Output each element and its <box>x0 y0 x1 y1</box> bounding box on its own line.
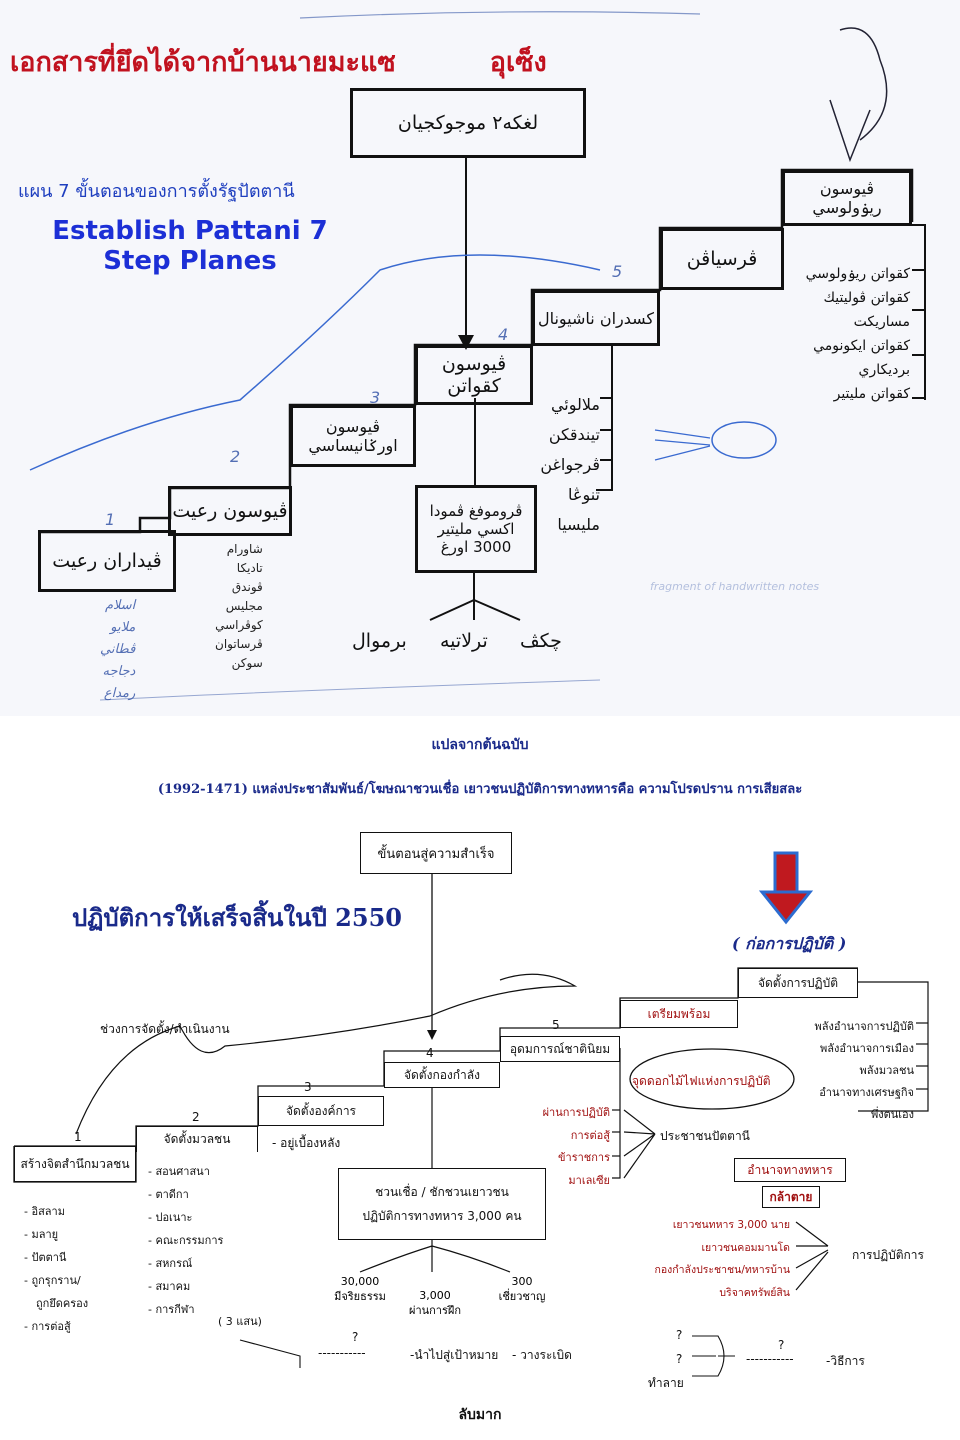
translation-action-label: ( ก่อการปฏิบัติ ) <box>732 934 847 953</box>
center-output-value: 3,000 <box>419 1289 451 1302</box>
step7-item: พลังมวลชน <box>859 1064 914 1077</box>
translation-step-3: จัดตั้งองค์การ <box>258 1096 384 1126</box>
step7-item: พลังอำนาจการปฏิบัติ <box>814 1020 914 1033</box>
method-dashes: ----------- <box>746 1352 794 1366</box>
original-side-item: تنوڠا <box>568 485 600 504</box>
translation-ops-target: การปฏิบัติการ <box>852 1248 924 1262</box>
center-output-3 <box>492 1274 552 1304</box>
side-item: ข้าราชการ <box>558 1151 610 1164</box>
original-side-item: ڤرجواغن <box>540 455 600 474</box>
original-step-num-5: 5 <box>612 262 623 281</box>
original-step7-item: كقواتن ايكونومي <box>813 338 910 354</box>
side-item: การต่อสู้ <box>570 1128 610 1142</box>
step2-item: - คณะกรรมการ <box>148 1234 224 1247</box>
original-step2-item: ڤوندق <box>231 580 263 594</box>
translation-sacrifice-box: กล้าตาย <box>762 1186 820 1208</box>
translation-military-box: อำนาจทางทหาร <box>734 1158 846 1182</box>
translation-step1-list <box>24 1200 88 1338</box>
original-top-box: لغكه٢ موجوكجيان <box>350 88 586 158</box>
original-step7-list <box>800 262 910 406</box>
original-step-1: ڤيداران رعيت <box>38 530 176 592</box>
plan-subtitle-thai: แผน 7 ขั้นตอนของการตั้งรัฐปัตตานี <box>18 181 295 202</box>
step7-item: พลังอำนาจการเมือง <box>819 1042 914 1055</box>
note-300k: ( 3 แสน) <box>218 1315 262 1328</box>
original-step1-item: ملايو <box>110 620 136 635</box>
translation-step3-note: - อยู่เบื้องหลัง <box>272 1136 341 1150</box>
translated-diagram <box>0 716 960 1440</box>
translation-footer: ลับมาก <box>458 1407 502 1423</box>
step1-item: ถูกยึดครอง <box>36 1297 89 1310</box>
center-box-line: ปฏิบัติการทางทหาร 3,000 คน <box>362 1209 522 1223</box>
step2-item: - สมาคม <box>148 1280 191 1293</box>
step2-item: - ตาดีกา <box>148 1188 189 1201</box>
original-step-num-2: 2 <box>230 447 241 466</box>
method-label: -วิธีการ <box>826 1354 865 1368</box>
bottom-q-mark: ? <box>352 1330 359 1344</box>
translation-step7-list <box>760 1016 914 1126</box>
step1-item: - ถูกรุกราน/ <box>24 1274 81 1287</box>
original-step1-list <box>100 595 135 705</box>
method-q-2: ? <box>676 1352 683 1366</box>
method-q-1: ? <box>676 1328 683 1342</box>
original-step-3: ڤيوسون اورݢانيساسي <box>290 405 416 467</box>
side-item: ผ่านการปฏิบัติ <box>542 1106 610 1119</box>
translation-step-num-5: 5 <box>552 1018 560 1032</box>
translation-side-target: ประชาชนปัตตานี <box>660 1129 750 1143</box>
original-step2-item: مجليس <box>225 599 263 613</box>
original-step7-item: كقواتن ريۏولوسي <box>805 266 910 282</box>
translation-oval-label: จุดดอกไม้ไฟแห่งการปฏิบัติ <box>632 1074 771 1088</box>
translation-step2-list <box>148 1160 223 1321</box>
step1-item: - การต่อสู้ <box>24 1320 71 1333</box>
center-output-label: มีจริยธรรม <box>334 1290 386 1303</box>
original-step1-item: دجاجه <box>102 664 136 679</box>
original-output-1: چكڤ <box>520 630 562 652</box>
original-document-scan <box>0 0 960 716</box>
bottom-dashes: ----------- <box>318 1346 366 1360</box>
translation-arc-label: ช่วงการจัดตั้ง/ดำเนินงาน <box>100 1022 230 1036</box>
translation-step-4: จัดตั้งกองกำลัง <box>384 1062 500 1088</box>
original-step2-item: شاورام <box>226 542 263 556</box>
original-center-box: ڤروموفغ ڤمودا اكسي مليتير 3000 اورغ <box>415 485 537 573</box>
original-title: เอกสารที่ยึดได้จากบ้านนายมะแซ อุเซ็ง <box>10 47 547 78</box>
translation-step-2: จัดตั้งมวลชน <box>136 1126 258 1152</box>
center-output-label: ผ่านการฝึก <box>409 1304 461 1317</box>
translation-subheading: (1992-1471) แหล่งประชาสัมพันธ์/โฆษณาชวนเชื่อ เยาวชนปฏิบัติการทางทหารคือ ความโปรดปราน การเสียสละ <box>157 782 803 797</box>
ops-item: บริจาคทรัพย์สิน <box>719 1286 790 1299</box>
step1-item: - ปัตตานี <box>24 1251 67 1264</box>
center-output-1 <box>330 1274 390 1304</box>
original-step7-item: مساريكت <box>853 314 910 330</box>
original-output-2: ترلاتيه <box>440 630 488 652</box>
bottom-bomb-label: - วางระเบิด <box>512 1348 572 1362</box>
original-step2-item: ڤرساتوان <box>215 637 263 651</box>
method-q-right: ? <box>778 1338 785 1352</box>
translation-step-5: อุดมการณ์ชาตินิยม <box>500 1036 620 1062</box>
original-step2-list <box>215 540 263 673</box>
original-step1-item: ڤطاني <box>100 642 136 657</box>
side-item: มาเลเซีย <box>568 1173 610 1187</box>
original-side-item: مليسيا <box>557 515 600 534</box>
original-handwriting-note: fragment of handwritten notes <box>650 580 820 593</box>
center-output-value: 30,000 <box>340 1275 380 1288</box>
center-output-value: 300 <box>511 1275 533 1288</box>
translation-step4-side-list <box>512 1102 610 1192</box>
center-box-line: ชวนเชื่อ / ชักชวนเยาวชน <box>375 1185 509 1199</box>
original-step-5: كسدران ناشيونال <box>532 290 660 346</box>
translation-step-7: จัดตั้งการปฏิบัติ <box>738 968 858 998</box>
original-step-7: ڤيوسون ريۏولوسي <box>782 170 912 226</box>
ops-item: เยาวชนคอมมานโด <box>701 1241 790 1254</box>
original-step1-item: اسلام <box>104 598 136 613</box>
original-step1-item: رمداع <box>103 686 136 701</box>
plan-title-english: Establish Pattani 7 Step Planes <box>52 216 328 276</box>
original-step7-item: كقواتن ڤوليتيك <box>823 290 910 306</box>
original-step2-item: تاديكا <box>236 561 263 575</box>
original-step-num-3: 3 <box>370 388 381 407</box>
step7-item: อำนาจทางเศรษฐกิจ <box>819 1086 914 1099</box>
step1-item: - มลายู <box>24 1228 59 1241</box>
translation-big-title: ปฏิบัติการให้เสร็จสิ้นในปี 2550 <box>72 903 402 932</box>
translation-step-1: สร้างจิตสำนึกมวลชน <box>14 1146 136 1182</box>
step2-item: - การกีฬา <box>148 1303 195 1316</box>
original-side-item: ملالوئي تيندقكن <box>548 395 600 444</box>
translation-step-num-3: 3 <box>304 1080 312 1094</box>
original-step-num-1: 1 <box>105 510 116 529</box>
ops-item: เยาวชนทหาร 3,000 นาย <box>672 1219 790 1231</box>
step7-item: พึ่งตนเอง <box>870 1108 914 1121</box>
original-step2-item: كوڤراسي <box>215 618 263 632</box>
original-step-4: ڤيوسون كقواتن <box>415 345 533 405</box>
step2-item: - ปอเนาะ <box>148 1211 193 1224</box>
translation-heading: แปลจากต้นฉบับ <box>431 737 529 753</box>
center-output-2 <box>400 1288 470 1318</box>
step2-item: - สหกรณ์ <box>148 1257 193 1270</box>
center-output-label: เชี่ยวชาญ <box>498 1290 546 1303</box>
original-step-2: ڤيوسون رعيت <box>168 486 292 536</box>
method-destroy-label: ทำลาย <box>648 1376 684 1390</box>
bottom-target-label: -นำไปสู่เป้าหมาย <box>410 1348 499 1362</box>
translation-step-num-1: 1 <box>74 1130 82 1144</box>
translation-step-6: เตรียมพร้อม <box>620 1000 738 1028</box>
original-step-num-4: 4 <box>498 325 509 344</box>
original-step2-item: سوكن <box>231 656 263 670</box>
translation-ops-list <box>620 1214 790 1304</box>
original-step7-item: برديكاري <box>858 362 910 378</box>
original-step-6: ڤرسياڤن <box>660 228 784 290</box>
original-step7-item: كقواتن مليتير <box>833 386 910 402</box>
step2-item: - สอนศาสนา <box>148 1165 210 1178</box>
translation-top-box: ขั้นตอนสู่ความสำเร็จ <box>360 832 512 874</box>
original-step4-side-list <box>540 390 600 540</box>
ops-item: กองกำลังประชาชน/ทหารบ้าน <box>654 1264 790 1276</box>
step1-item: - อิสลาม <box>24 1205 65 1218</box>
translation-step-num-2: 2 <box>192 1110 200 1124</box>
translation-step-num-4: 4 <box>426 1046 434 1060</box>
original-output-3: برموال <box>352 630 407 652</box>
